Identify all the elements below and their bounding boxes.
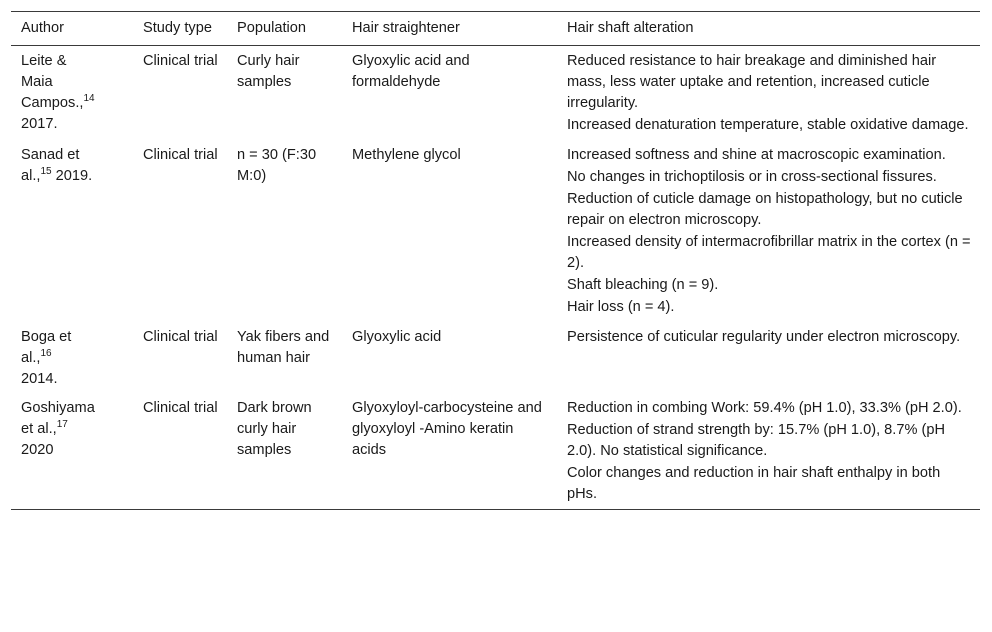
alteration-item: Persistence of cuticular regularity under electron microscopy. bbox=[567, 329, 961, 345]
author-line: Goshiyama bbox=[21, 400, 95, 416]
population-cell: Dark brown curly hair samples bbox=[237, 400, 312, 458]
straightener-cell: Glyoxylic acid bbox=[352, 329, 442, 345]
straightener-cell: Methylene glycol bbox=[352, 147, 461, 163]
author-year: 2020 bbox=[21, 442, 54, 458]
table-row bbox=[11, 140, 980, 322]
study-type-cell: Clinical trial bbox=[143, 329, 218, 345]
author-year: 2017. bbox=[21, 116, 58, 132]
header-hair-straightener: Hair straightener bbox=[352, 20, 460, 36]
alteration-item: Reduction of cuticle damage on histopathology, but no cuticle repair on electron microscopy. bbox=[567, 191, 963, 228]
alteration-cell bbox=[557, 322, 980, 393]
table-row bbox=[11, 322, 980, 393]
author-line: Sanad et bbox=[21, 147, 80, 163]
reference-number: 15 bbox=[40, 166, 52, 177]
table-header-row bbox=[11, 12, 980, 46]
study-type-cell: Clinical trial bbox=[143, 147, 218, 163]
alteration-item: Hair loss (n = 4). bbox=[567, 299, 675, 315]
study-type-cell: Clinical trial bbox=[143, 53, 218, 69]
population-cell: n = 30 (F:30 M:0) bbox=[237, 147, 317, 184]
author-year: 2014. bbox=[21, 371, 58, 387]
author-cell bbox=[11, 393, 133, 510]
alteration-cell bbox=[557, 46, 980, 141]
header-author: Author bbox=[21, 20, 64, 36]
author-line: et al., bbox=[21, 421, 57, 437]
alteration-item: Reduction in combing Work: 59.4% (pH 1.0), 33.3% (pH 2.0). bbox=[567, 400, 962, 416]
alteration-item: Increased density of intermacrofibrillar matrix in the cortex (n = 2). bbox=[567, 234, 971, 271]
alteration-item: Increased denaturation temperature, stable oxidative damage. bbox=[567, 117, 969, 133]
hair-straightener-studies-table bbox=[11, 11, 980, 510]
author-cell bbox=[11, 140, 133, 322]
table-row bbox=[11, 46, 980, 141]
header-hair-shaft-alteration: Hair shaft alteration bbox=[567, 20, 694, 36]
straightener-cell: Glyoxyloyl-carbocysteine and glyoxyloyl -Amino keratin acids bbox=[352, 400, 542, 458]
alteration-cell bbox=[557, 393, 980, 510]
reference-number: 17 bbox=[56, 419, 68, 430]
author-line: Leite & bbox=[21, 53, 67, 69]
author-line: Boga et bbox=[21, 329, 72, 345]
straightener-cell: Glyoxylic acid and formaldehyde bbox=[352, 53, 470, 90]
alteration-item: Shaft bleaching (n = 9). bbox=[567, 277, 719, 293]
author-cell bbox=[11, 46, 133, 141]
author-line: Campos., bbox=[21, 95, 84, 111]
alteration-item: Reduction of strand strength by: 15.7% (pH 1.0), 8.7% (pH 2.0). No statistical significance. bbox=[567, 422, 946, 459]
study-type-cell: Clinical trial bbox=[143, 400, 218, 416]
reference-number: 16 bbox=[40, 348, 52, 359]
author-line: Maia bbox=[21, 74, 53, 90]
author-year: 2019. bbox=[55, 168, 93, 184]
alteration-item: Reduced resistance to hair breakage and diminished hair mass, less water uptake and retention, increased cuticle irregularity. bbox=[567, 53, 937, 111]
header-study-type: Study type bbox=[143, 20, 212, 36]
alteration-item: Increased softness and shine at macroscopic examination. bbox=[567, 147, 946, 163]
author-cell bbox=[11, 322, 133, 393]
population-cell: Yak fibers and human hair bbox=[237, 329, 330, 366]
author-line: al., bbox=[21, 350, 41, 366]
alteration-item: No changes in trichoptilosis or in cross-sectional fissures. bbox=[567, 169, 937, 185]
population-cell: Curly hair samples bbox=[237, 53, 300, 90]
reference-number: 14 bbox=[83, 93, 95, 104]
alteration-item: Color changes and reduction in hair shaft enthalpy in both pHs. bbox=[567, 465, 941, 502]
table-row bbox=[11, 393, 980, 510]
alteration-cell bbox=[557, 140, 980, 322]
header-population: Population bbox=[237, 20, 306, 36]
author-line: al., bbox=[21, 168, 41, 184]
